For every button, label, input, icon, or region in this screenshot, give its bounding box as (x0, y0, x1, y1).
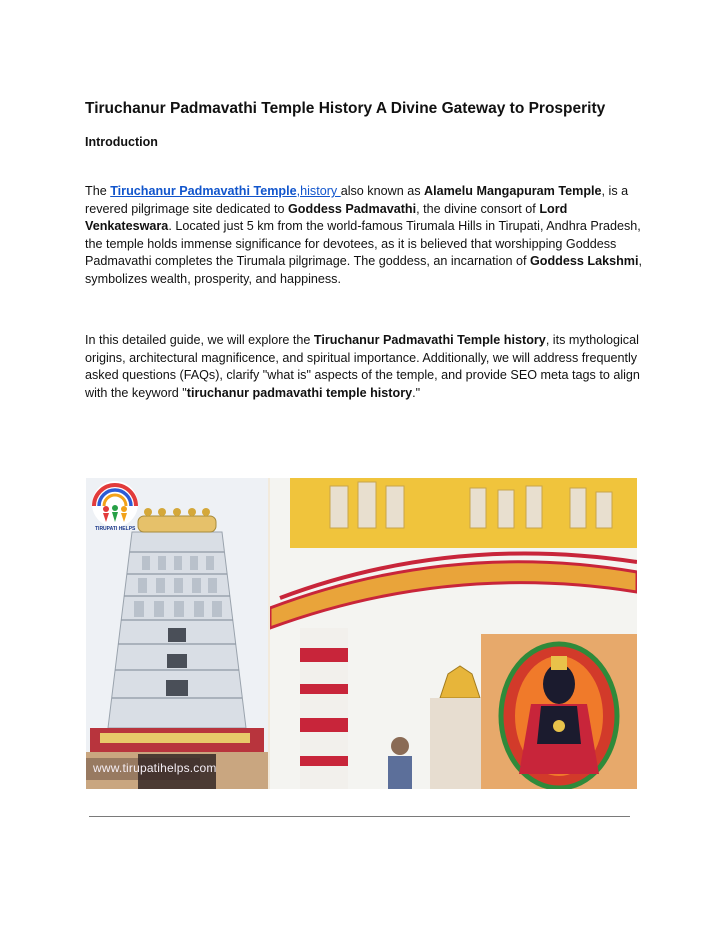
gopuram-photo (86, 478, 268, 789)
deity-illustration (481, 634, 637, 789)
logo-text: TIRUPATI HELPS (95, 526, 136, 532)
horizontal-divider (89, 816, 630, 817)
temple-link[interactable]: Tiruchanur Padmavathi Temple,history (110, 184, 341, 198)
temple-arch-photo (270, 478, 637, 789)
tirupati-helps-logo (89, 480, 141, 538)
page-title: Tiruchanur Padmavathi Temple History A Divine Gateway to Prosperity (85, 100, 606, 117)
section-heading-introduction: Introduction (85, 135, 158, 149)
intro-paragraph: The Tiruchanur Padmavathi Temple,history also known as Alamelu Mangapuram Temple, is a revered pilgrimage site dedicated to Goddess Padmavathi, the divine consort of Lord Venkateswara. Located just 5 km from the world-famous Tirumala Hills in Tirupati, Andhra Pradesh, the temple holds immense significance for devotees, as it is believed that worshipping Goddess Padmavathi completes the Tirumala pilgrimage. The goddess, an incarnation of Goddess Lakshmi, symbolizes wealth, prosperity, and happiness. (85, 184, 642, 286)
guide-paragraph: In this detailed guide, we will explore the Tiruchanur Padmavathi Temple history, its mythological origins, architectural magnificence, and spiritual importance. Additionally, we will address frequently asked questions (FAQs), clarify "what is" aspects of the temple, and provide SEO meta tags to align with the keyword "tiruchanur padmavathi temple history." (85, 333, 640, 400)
watermark-text: www.tirupatihelps.com (93, 761, 217, 775)
temple-image-collage (86, 478, 637, 789)
deity-photo (481, 634, 637, 789)
